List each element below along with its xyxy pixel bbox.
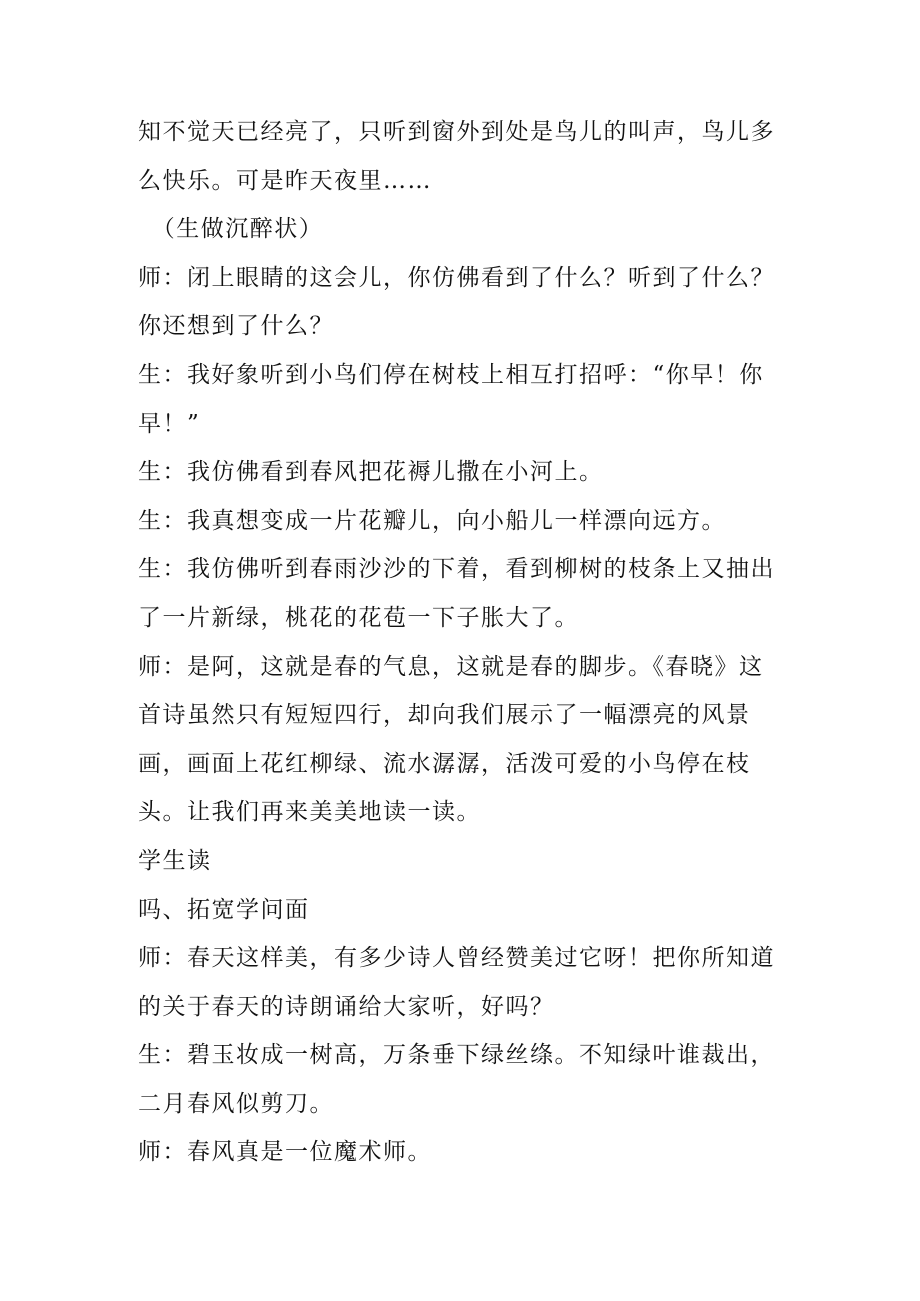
paragraph-teacher-question: 师：闭上眼睛的这会儿，你仿佛看到了什么？听到了什么？你还想到了什么？ (138, 264, 775, 340)
paragraph-student-answer-4: 生：我仿佛听到春雨沙沙的下着，看到柳树的枝条上又抽出了一片新绿，桃花的花苞一下子胀大了。 (138, 556, 775, 631)
paragraph-students-read: 学生读 (138, 847, 212, 874)
paragraph-student-answer-1: 生：我好象听到小鸟们停在树枝上相互打招呼：“你早！你早！” (138, 361, 764, 437)
section-heading: 吗、拓宽学问面 (138, 896, 310, 923)
paragraph-stage-direction: （生做沉醉状） (151, 216, 324, 243)
paragraph-teacher-summary: 师：是阿，这就是春的气息，这就是春的脚步。《春晓》这首诗虽然只有短短四行，却向我们展示了一幅漂亮的风景画，画面上花红柳绿、流水潺潺，活泼可爱的小鸟停在枝头。让我们再来美美地读一读。 (138, 653, 764, 826)
paragraph-teacher-prompt: 师：春天这样美，有多少诗人曾经赞美过它呀！把你所知道的关于春天的诗朗诵给大家听，好吗？ (138, 945, 775, 1020)
paragraph-teacher-comment: 师：春风真是一位魔术师。 (138, 1139, 432, 1166)
lesson-transcript (138, 108, 778, 1177)
paragraph-continuation: 知不觉天已经亮了，只听到窗外到处是鸟儿的叫声，鸟儿多么快乐。可是昨天夜里…… (138, 119, 775, 194)
paragraph-student-answer-3: 生：我真想变成一片花瓣儿，向小船儿一样漂向远方。 (138, 507, 726, 534)
paragraph-student-poem: 生：碧玉妆成一树高，万条垂下绿丝绦。不知绿叶谁裁出，二月春风似剪刀。 (138, 1042, 775, 1117)
paragraph-student-answer-2: 生：我仿佛看到春风把花褥儿撒在小河上。 (138, 459, 604, 486)
